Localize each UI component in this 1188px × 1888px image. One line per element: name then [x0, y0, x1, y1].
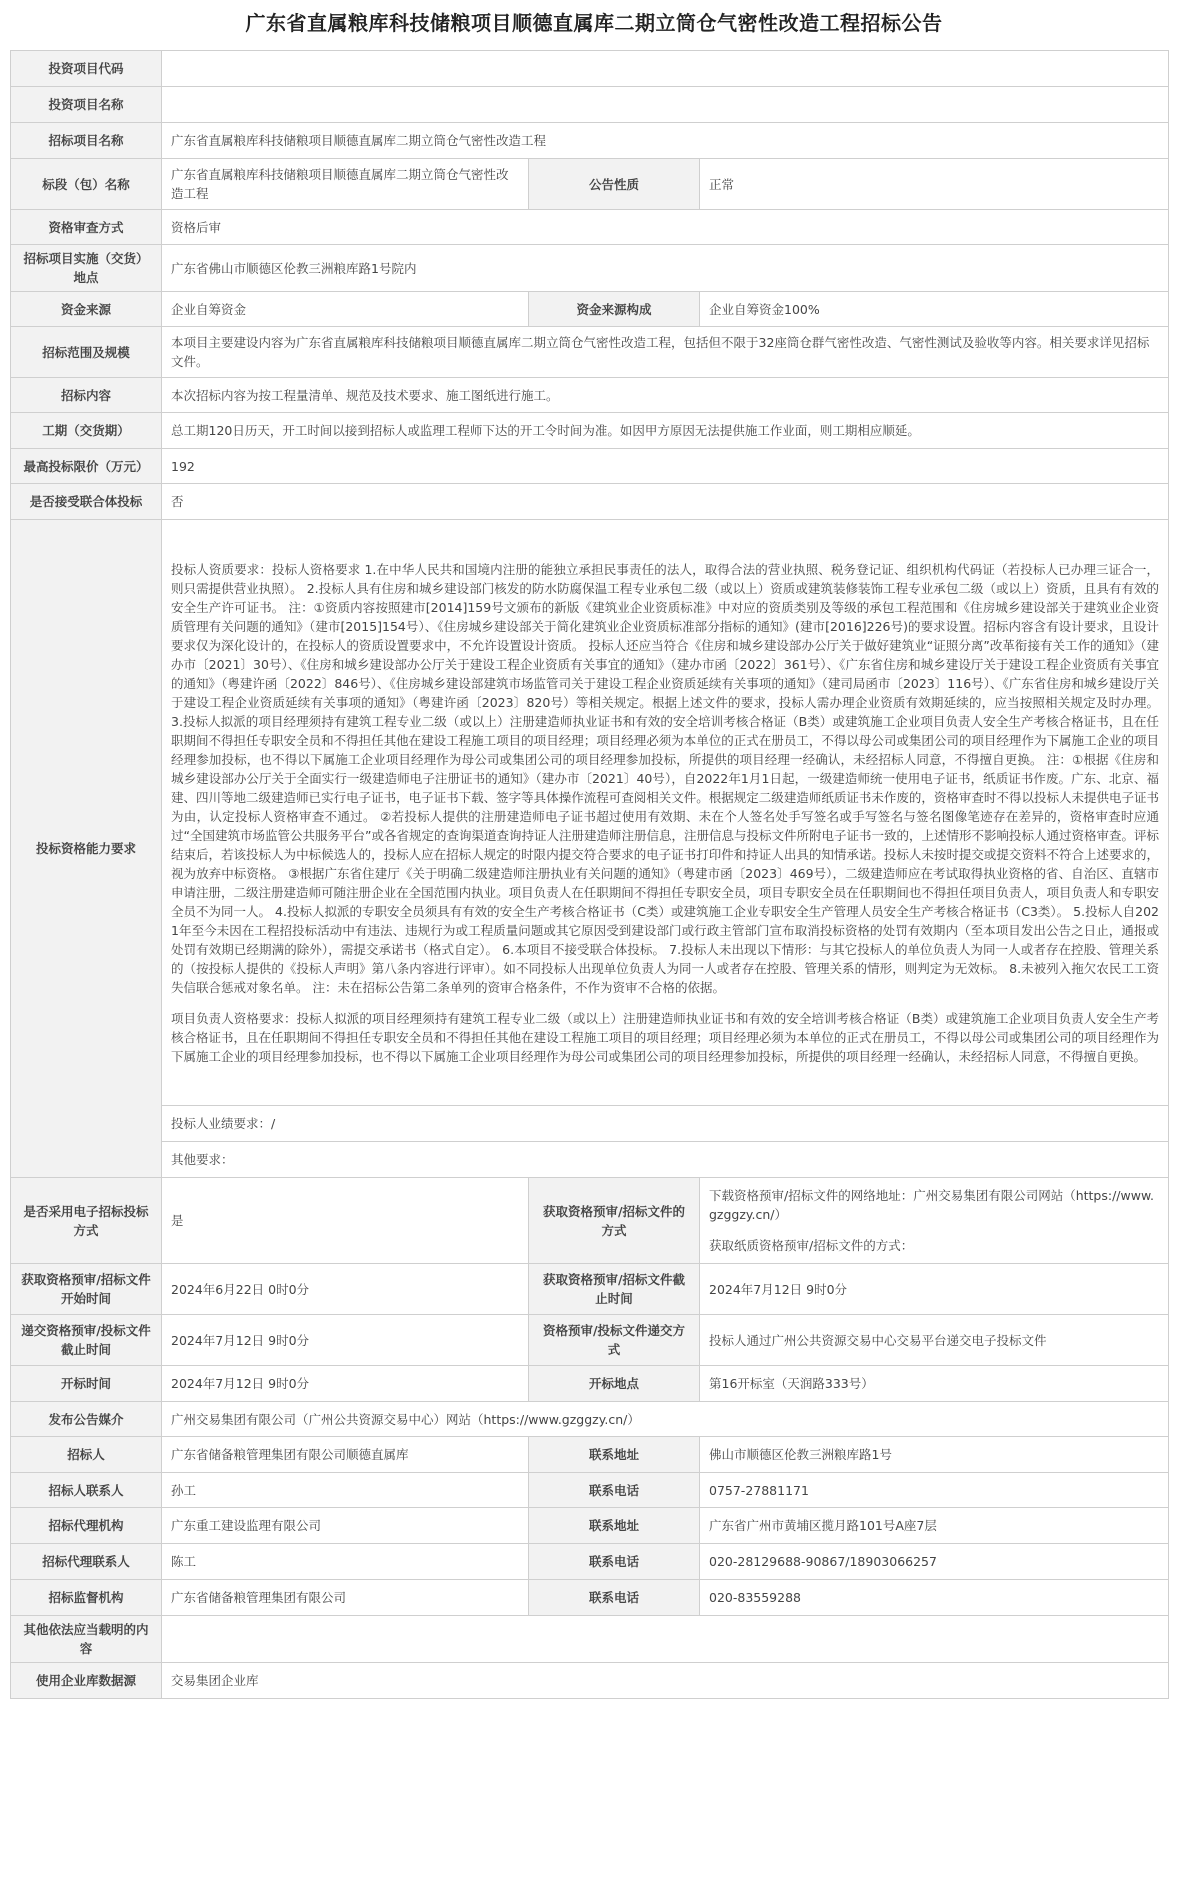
value-agency-phone: 020-28129688-90867/18903066257: [700, 1544, 1169, 1580]
row-max-price: [11, 449, 1169, 484]
value-obtain-method: [700, 1178, 1169, 1264]
value-supervisor: 广东省储备粮管理集团有限公司: [162, 1580, 529, 1616]
value-enterprise-db: 交易集团企业库: [162, 1663, 1169, 1699]
label-submit-method: 资格预审/投标文件递交方式: [529, 1315, 700, 1366]
value-funding-composition: 企业自筹资金100%: [700, 292, 1169, 327]
label-agency: 招标代理机构: [11, 1508, 162, 1544]
label-tenderer-contact: 招标人联系人: [11, 1473, 162, 1508]
row-agency-contact: [11, 1544, 1169, 1580]
row-other-content: [11, 1616, 1169, 1663]
value-joint-bid: 否: [162, 484, 1169, 520]
label-submit-deadline: 递交资格预审/投标文件截止时间: [11, 1315, 162, 1366]
label-obtain-start: 获取资格预审/招标文件开始时间: [11, 1264, 162, 1315]
value-tenderer-address: 佛山市顺德区伦教三洲粮库路1号: [700, 1437, 1169, 1473]
row-media: [11, 1402, 1169, 1437]
label-tenderer-address: 联系地址: [529, 1437, 700, 1473]
value-agency: 广东重工建设监理有限公司: [162, 1508, 529, 1544]
value-qualification: [162, 520, 1169, 1106]
value-notice-nature: 正常: [700, 159, 1169, 210]
label-investment-code: 投资项目代码: [11, 51, 162, 87]
label-qualification: 投标资格能力要求: [11, 520, 162, 1178]
value-funding: 企业自筹资金: [162, 292, 529, 327]
row-joint-bid: [11, 484, 1169, 520]
row-section: [11, 159, 1169, 210]
row-funding: [11, 292, 1169, 327]
value-location: 广东省佛山市顺德区伦教三洲粮库路1号院内: [162, 245, 1169, 292]
label-obtain-end: 获取资格预审/招标文件截止时间: [529, 1264, 700, 1315]
label-section: 标段（包）名称: [11, 159, 162, 210]
label-opening-time: 开标时间: [11, 1366, 162, 1402]
value-investment-code: [162, 51, 1169, 87]
label-electronic: 是否采用电子招标投标方式: [11, 1178, 162, 1264]
row-submit-time: [11, 1315, 1169, 1366]
value-investment-name: [162, 87, 1169, 123]
value-section: 广东省直属粮库科技储粮项目顺德直属库二期立筒仓气密性改造工程: [162, 159, 529, 210]
value-opening-time: 2024年7月12日 9时0分: [162, 1366, 529, 1402]
row-qualification: [11, 520, 1169, 1106]
row-scope: [11, 327, 1169, 378]
label-supervisor-phone: 联系电话: [529, 1580, 700, 1616]
method-gap: [709, 1224, 1159, 1236]
label-tenderer: 招标人: [11, 1437, 162, 1473]
row-obtain-time: [11, 1264, 1169, 1315]
download-address: 下载资格预审/招标文件的网络地址：广州交易集团有限公司网站（https://www.gzggzy.cn/）: [709, 1188, 1155, 1222]
label-period: 工期（交货期）: [11, 413, 162, 449]
row-period: [11, 413, 1169, 449]
label-enterprise-db: 使用企业库数据源: [11, 1663, 162, 1699]
label-joint-bid: 是否接受联合体投标: [11, 484, 162, 520]
row-enterprise-db: [11, 1663, 1169, 1699]
row-opening: [11, 1366, 1169, 1402]
paper-method: 获取纸质资格预审/招标文件的方式：: [709, 1238, 914, 1253]
value-tenderer-contact: 孙工: [162, 1473, 529, 1508]
value-max-price: 192: [162, 449, 1169, 484]
performance-requirement: 投标人业绩要求：/: [162, 1106, 1169, 1142]
label-notice-nature: 公告性质: [529, 159, 700, 210]
notice-table: [10, 50, 1169, 1699]
label-obtain-method: 获取资格预审/招标文件的方式: [529, 1178, 700, 1264]
value-submit-deadline: 2024年7月12日 9时0分: [162, 1315, 529, 1366]
value-agency-address: 广东省广州市黄埔区揽月路101号A座7层: [700, 1508, 1169, 1544]
row-content: [11, 378, 1169, 413]
value-supervisor-phone: 020-83559288: [700, 1580, 1169, 1616]
row-location: [11, 245, 1169, 292]
label-other-content: 其他依法应当载明的内容: [11, 1616, 162, 1663]
label-media: 发布公告媒介: [11, 1402, 162, 1437]
row-agency: [11, 1508, 1169, 1544]
value-content: 本次招标内容为按工程量清单、规范及技术要求、施工图纸进行施工。: [162, 378, 1169, 413]
value-scope: 本项目主要建设内容为广东省直属粮库科技储粮项目顺德直属库二期立筒仓气密性改造工程，包括但不限于32座筒仓群气密性改造、气密性测试及验收等内容。相关要求详见招标文件。: [162, 327, 1169, 378]
label-location: 招标项目实施（交货）地点: [11, 245, 162, 292]
row-performance: [11, 1106, 1169, 1142]
row-tenderer-contact: [11, 1473, 1169, 1508]
value-electronic: 是: [162, 1178, 529, 1264]
value-tenderer-phone: 0757-27881171: [700, 1473, 1169, 1508]
label-funding-composition: 资金来源构成: [529, 292, 700, 327]
row-review-method: [11, 210, 1169, 245]
row-investment-code: [11, 51, 1169, 87]
value-opening-place: 第16开标室（天润路333号）: [700, 1366, 1169, 1402]
value-tenderer: 广东省储备粮管理集团有限公司顺德直属库: [162, 1437, 529, 1473]
value-review-method: 资格后审: [162, 210, 1169, 245]
row-investment-name: [11, 87, 1169, 123]
row-supervisor: [11, 1580, 1169, 1616]
label-content: 招标内容: [11, 378, 162, 413]
label-supervisor: 招标监督机构: [11, 1580, 162, 1616]
label-agency-phone: 联系电话: [529, 1544, 700, 1580]
label-agency-contact: 招标代理联系人: [11, 1544, 162, 1580]
row-project-name: [11, 123, 1169, 159]
row-other-req: [11, 1142, 1169, 1178]
label-scope: 招标范围及规模: [11, 327, 162, 378]
value-submit-method: 投标人通过广州公共资源交易中心交易平台递交电子投标文件: [700, 1315, 1169, 1366]
label-opening-place: 开标地点: [529, 1366, 700, 1402]
value-period: 总工期120日历天，开工时间以接到招标人或监理工程师下达的开工令时间为准。如因甲方原因无法提供施工作业面，则工期相应顺延。: [162, 413, 1169, 449]
value-project-name: 广东省直属粮库科技储粮项目顺德直属库二期立筒仓气密性改造工程: [162, 123, 1169, 159]
other-requirement: 其他要求：: [162, 1142, 1169, 1178]
value-obtain-end: 2024年7月12日 9时0分: [700, 1264, 1169, 1315]
value-agency-contact: 陈工: [162, 1544, 529, 1580]
label-investment-name: 投资项目名称: [11, 87, 162, 123]
label-project-name: 招标项目名称: [11, 123, 162, 159]
label-max-price: 最高投标限价（万元）: [11, 449, 162, 484]
label-tenderer-phone: 联系电话: [529, 1473, 700, 1508]
bidder-requirement: 投标人资质要求：投标人资格要求 1.在中华人民共和国境内注册的能独立承担民事责任的法人，取得合法的营业执照、税务登记证、组织机构代码证（若投标人已办理三证合一，则只需提供营业执照）。 2.投标人具有住房和城乡建设部门核发的防水防腐保温工程专业承包二级（或以上）资质或建筑装修装饰工程专业承包二级（或以上）资质，且具有有效的安全生产许可证书。 注：①资质内容按照建市[2014]159号文颁布的新版《建筑业企业资质标准》中对应的资质类别及等级的承包工程范围和《住房城乡建设部关于建筑业企业资质管理有关问题的通知》（建市[2015]154号）、《住房城乡建设部关于简化建筑业企业资质标准部分指标的通知》(建市[2016]226号)的要求设置。招标内容含有设计要求，且设计要求仅为深化设计的，在投标人的资质设置要求中，不允许设置设计资质。 投标人还应当符合《住房和城乡建设部办公厅关于做好建筑业“证照分离”改革衔接有关工作的通知》（建办市〔2021〕30号）、《住房和城乡建设部办公厅关于建设工程企业资质有关事宜的通知》（建办市函〔2022〕361号）、《广东省住房和城乡建设厅关于建设工程企业资质有关事宜的通知》（粤建许函〔2022〕846号）、《住房城乡建设部建筑市场监管司关于建设工程企业资质延续有关事项的通知》（建司局函市〔2023〕116号）、《广东省住房和城乡建设厅关于建设工程企业资质延续有关事项的通知》（粤建许函〔2023〕820号）等相关规定。根据上述文件的要求，投标人需办理企业资质有效期延续的，应当按照相关规定及时办理。 3.投标人拟派的项目经理须持有建筑工程专业二级（或以上）注册建造师执业证书和有效的安全培训考核合格证（B类）或建筑施工企业项目负责人安全生产考核合格证书，且在任职期间不得担任专职安全员和不得担任其他在建设工程施工项目的项目经理；项目经理必须为本单位的正式在册员工，不得以母公司或集团公司的项目经理作为下属施工企业的项目经理参加投标，也不得以下属施工企业项目经理作为母公司或集团公司的项目经理参加投标，所提供的项目经理一经确认，未经招标人同意，不得擅自更换。 注：①根据《住房和城乡建设部办公厅关于全面实行一级建造师电子注册证书的通知》（建办市〔2021〕40号），自2022年1月1日起，一级建造师统一使用电子证书，纸质证书作废。广东、北京、福建、四川等地二级建造师已实行电子证书，电子证书下载、签字等具体操作流程可查阅相关文件。根据规定二级建造师纸质证书未作废的，资格审查时不得以投标人未提供电子证书为由，认定投标人资格审查不通过。 ②若投标人提供的注册建造师电子证书超过使用有效期、未在个人签名处手写签名或手写签名与签名图像笔迹存在差异的，资格审查时应通过“全国建筑市场监管公共服务平台”或各省规定的查询渠道查询持证人注册建造师注册信息，注册信息与投标文件所附电子证书一致的，上述情形不影响投标人通过资格审查。评标结束后，若该投标人为中标候选人的，投标人应在招标人规定的时限内提交符合要求的电子证书打印件和持证人出具的知情承诺。投标人未按时提交或提交资料不符合上述要求的，视为放弃中标资格。 ③根据广东省住建厅《关于明确二级建造师注册执业有关问题的通知》（粤建市函〔2023〕469号），二级建造师应在考试取得执业资格的省、自治区、直辖市申请注册，二级注册建造师可随注册企业在全国范围内执业。项目负责人在任职期间不得担任专职安全员，项目专职安全员在任职期间也不得担任项目负责人，项目负责人和专职安全员不为同一人。 4.投标人拟派的专职安全员须具有有效的安全生产考核合格证书（C类）或建筑施工企业专职安全生产管理人员安全生产考核合格证书（C3类）。 5.投标人自2021年至今未因在工程招投标活动中有违法、违规行为或工程质量问题或其它原因受到建设部门或行政主管部门宣布取消投标资格的处罚有效期内（至本项目发出公告之日止，通报或处罚有效期已经期满的除外），需提交承诺书（格式自定）。 6.本项目不接受联合体投标。 7.投标人未出现以下情形：与其它投标人的单位负责人为同一人或者存在控股、管理关系的（按投标人提供的《投标人声明》第八条内容进行评审）。如不同投标人出现单位负责人为同一人或者存在控股、管理关系的情形，则判定为无效标。 8.未被列入拖欠农民工工资失信联合惩戒对象名单。 注：未在招标公告第二条单列的资审合格条件，不作为资审不合格的依据。: [171, 561, 1160, 995]
value-media: 广州交易集团有限公司（广州公共资源交易中心）网站（https://www.gzggzy.cn/）: [162, 1402, 1169, 1437]
manager-requirement: 项目负责人资格要求：投标人拟派的项目经理须持有建筑工程专业二级（或以上）注册建造师执业证书和有效的安全培训考核合格证（B类）或建筑施工企业项目负责人安全生产考核合格证书，且在任职期间不得担任专职安全员和不得担任其他在建设工程施工项目的项目经理；项目经理必须为本单位的正式在册员工，不得以母公司或集团公司的项目经理作为下属施工企业的项目经理参加投标，也不得以下属施工企业项目经理作为母公司或集团公司的项目经理参加投标，所提供的项目经理一经确认，未经招标人同意，不得擅自更换。: [171, 1010, 1160, 1064]
label-review-method: 资格审查方式: [11, 210, 162, 245]
label-funding: 资金来源: [11, 292, 162, 327]
value-other-content: [162, 1616, 1169, 1663]
row-tenderer: [11, 1437, 1169, 1473]
requirement-gap: [171, 997, 1159, 1009]
label-agency-address: 联系地址: [529, 1508, 700, 1544]
value-obtain-start: 2024年6月22日 0时0分: [162, 1264, 529, 1315]
page-title: 广东省直属粮库科技储粮项目顺德直属库二期立筒仓气密性改造工程招标公告: [245, 11, 943, 35]
row-electronic: [11, 1178, 1169, 1264]
